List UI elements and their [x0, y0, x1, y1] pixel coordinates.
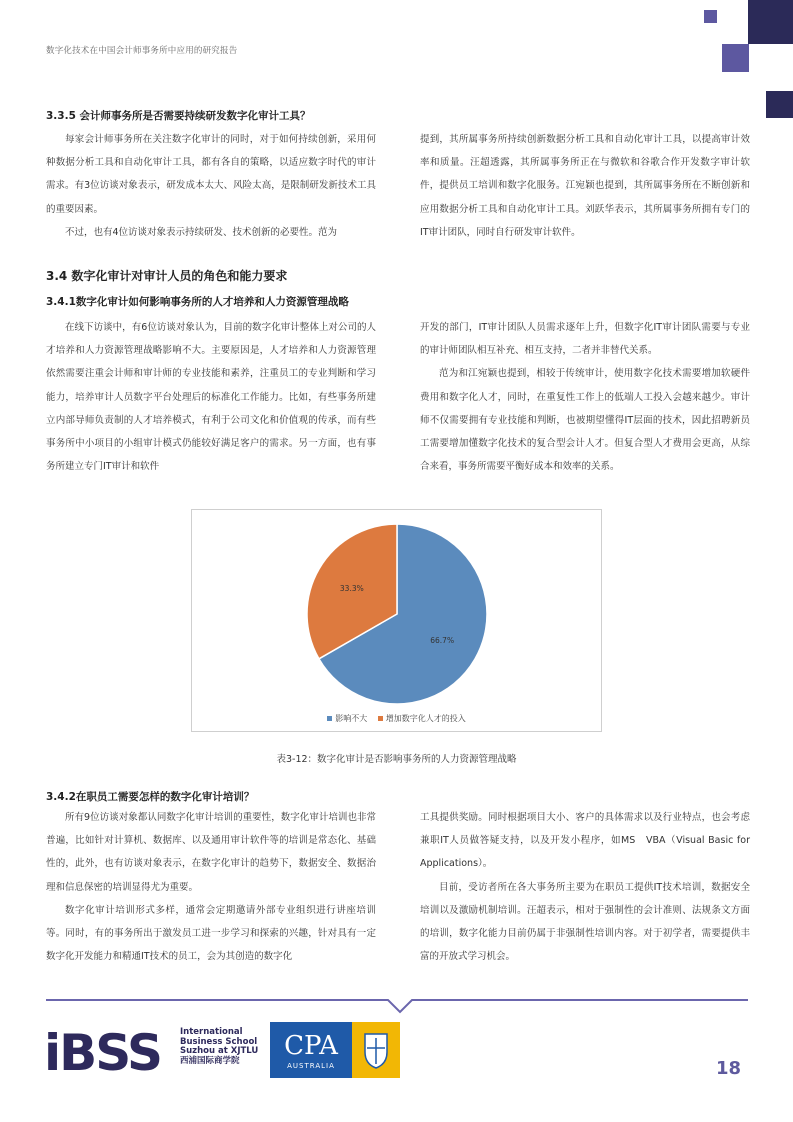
- ibss-logo-mark: [44, 1024, 176, 1076]
- svg-text:iBSS: iBSS: [44, 1024, 162, 1076]
- paragraph: 开发的部门，IT审计团队人员需求逐年上升，但数字化IT审计团队需要与专业的审计师团队相互补充、相互支持，二者并非替代关系。: [420, 322, 750, 357]
- decor-square-small: [704, 10, 717, 23]
- legend-swatch: [327, 716, 332, 721]
- section-3-4-2-left-column: [46, 806, 376, 968]
- svg-text:AUSTRALIA: AUSTRALIA: [287, 1062, 335, 1070]
- figure-caption: 表3-12：数字化审计是否影响事务所的人力资源管理战略: [276, 754, 517, 765]
- ibss-logo: [44, 1024, 176, 1080]
- paragraph: 所有9位访谈对象都认同数字化审计培训的重要性，数字化审计培训也非常普遍，比如针对计算机、数据库、以及通用审计软件等的培训是常态化、基础性的，此外，也有访谈对象表示，在数字化审计的趋势下，数据安全、数据治理和信息保密的培训显得尤为重要。: [46, 812, 376, 893]
- paragraph: 提到，其所属事务所持续创新数据分析工具和自动化审计工具，以提高审计效率和质量。汪超透露，其所属事务所正在与微软和谷歌合作开发数字审计软件，提供员工培训和数字化服务。江宛颖也提到，其所属事务所在不断创新和应用数据分析工具和自动化审计工具。刘跃华表示，其所属事务所拥有专门的IT审计团队，同时自行研发审计软件。: [420, 134, 750, 238]
- school-line: Suzhou at XJTLU: [180, 1046, 259, 1056]
- ibss-school-name: [180, 1028, 258, 1066]
- legend-label: 增加数字化人才的投入: [385, 714, 466, 723]
- decor-square-dark-top: [748, 0, 793, 44]
- footer-divider: [0, 990, 793, 1020]
- svg-text:CPA: CPA: [284, 1031, 338, 1061]
- decor-square-purple: [722, 44, 749, 72]
- section-3-4-1-right-column: [420, 316, 750, 478]
- decor-square-dark-side: [766, 91, 793, 118]
- pie-chart-svg: [192, 510, 603, 733]
- paragraph: 目前，受访者所在各大事务所主要为在职员工提供IT技术培训，数据安全培训以及激励机制培训。汪超表示，相对于强制性的会计准则、法规条文方面的培训，数字化能力目前仍属于非强制性培训内容。对于初学者，需要提供丰富的开放式学习机会。: [420, 881, 750, 963]
- school-line: 西浦国际商学院: [180, 1055, 240, 1066]
- paragraph: 在线下访谈中，有6位访谈对象认为，目前的数字化审计整体上对公司的人才培养和人力资源管理战略影响不大。主要原因是，人才培养和人力资源管理依然需要注重会计师和审计师的专业技能和素养，注重员工的专业判断和学习能力，培养审计人员数字平台处理后的标准化工作能力。比如，有些事务所建立内部导师负责制的人才培养模式，有利于公司文化和价值观的传承，而有些事务所中小项目的小组审计模式仍能较好满足客户的需求。另一方面，也有事务所建立专门IT审计和软件: [46, 322, 376, 473]
- section-3-4-2-title: 3.4.2在职员工需要怎样的数字化审计培训？: [46, 791, 255, 803]
- section-3-4-title: 3.4 数字化审计对审计人员的角色和能力要求: [46, 269, 288, 283]
- cpa-australia-logo: [270, 1022, 400, 1078]
- paragraph: 每家会计师事务所在关注数字化审计的同时，对于如何持续创新，采用何种数据分析工具和自动化审计工具，都有各自的策略，以适应数字时代的审计需求。有3位访谈对象表示，研发成本太大、风险太高，是限制研发新技术工具的重要因素。: [46, 134, 376, 215]
- cpa-logo-mark: [270, 1022, 400, 1078]
- paragraph: 工具提供奖励。同时根据项目大小、客户的具体需求以及行业特点，也会考虑兼职IT人员做答疑支持，以及开发小程序，如MS VBA（Visual Basic for Applications）。: [420, 812, 750, 870]
- chart-legend: [192, 713, 601, 724]
- paragraph: 数字化审计培训形式多样，通常会定期邀请外部专业组织进行讲座培训等。同时，有的事务所出于激发员工进一步学习和探索的兴趣，针对具有一定数字化开发能力和精通IT技术的员工，会为其创造的数字化: [46, 904, 376, 963]
- section-3-3-5-title: 3.3.5 会计师事务所是否需要持续研发数字化审计工具？: [46, 110, 311, 122]
- paragraph: 范为和江宛颖也提到，相较于传统审计，使用数字化技术需要增加软硬件费用和数字化人才，同时，在重复性工作上的低端人工投入会越来越少。审计师不仅需要拥有专业技能和判断，也被期望懂得IT层面的技术，因此招聘新员工需要增加懂数字化技术的复合型会计人才。但复合型人才费用会更高，从综合来看，事务所需要平衡好成本和效率的关系。: [420, 368, 750, 473]
- pie-data-label-1: 33.3%: [339, 583, 364, 593]
- legend-item-1: [378, 713, 466, 724]
- pie-data-label-0: 66.7%: [430, 636, 455, 646]
- section-3-4-2-right-column: [420, 806, 750, 968]
- section-3-3-5-right-column: [420, 128, 750, 244]
- section-3-4-1-left-column: [46, 316, 376, 478]
- section-3-4-1-title: 3.4.1数字化审计如何影响事务所的人才培养和人力资源管理战略: [46, 296, 349, 308]
- school-line: International: [180, 1027, 243, 1037]
- legend-label: 影响不大: [335, 714, 368, 723]
- paragraph: 不过，也有4位访谈对象表示持续研发、技术创新的必要性。范为: [65, 226, 338, 238]
- pie-chart: [191, 509, 602, 732]
- page-number: 18: [716, 1058, 742, 1079]
- section-3-3-5-left-column: [46, 128, 376, 244]
- school-line: Business School: [180, 1036, 258, 1047]
- running-header: 数字化技术在中国会计师事务所中应用的研究报告: [46, 46, 238, 56]
- legend-swatch: [378, 716, 383, 721]
- legend-item-0: [327, 713, 367, 724]
